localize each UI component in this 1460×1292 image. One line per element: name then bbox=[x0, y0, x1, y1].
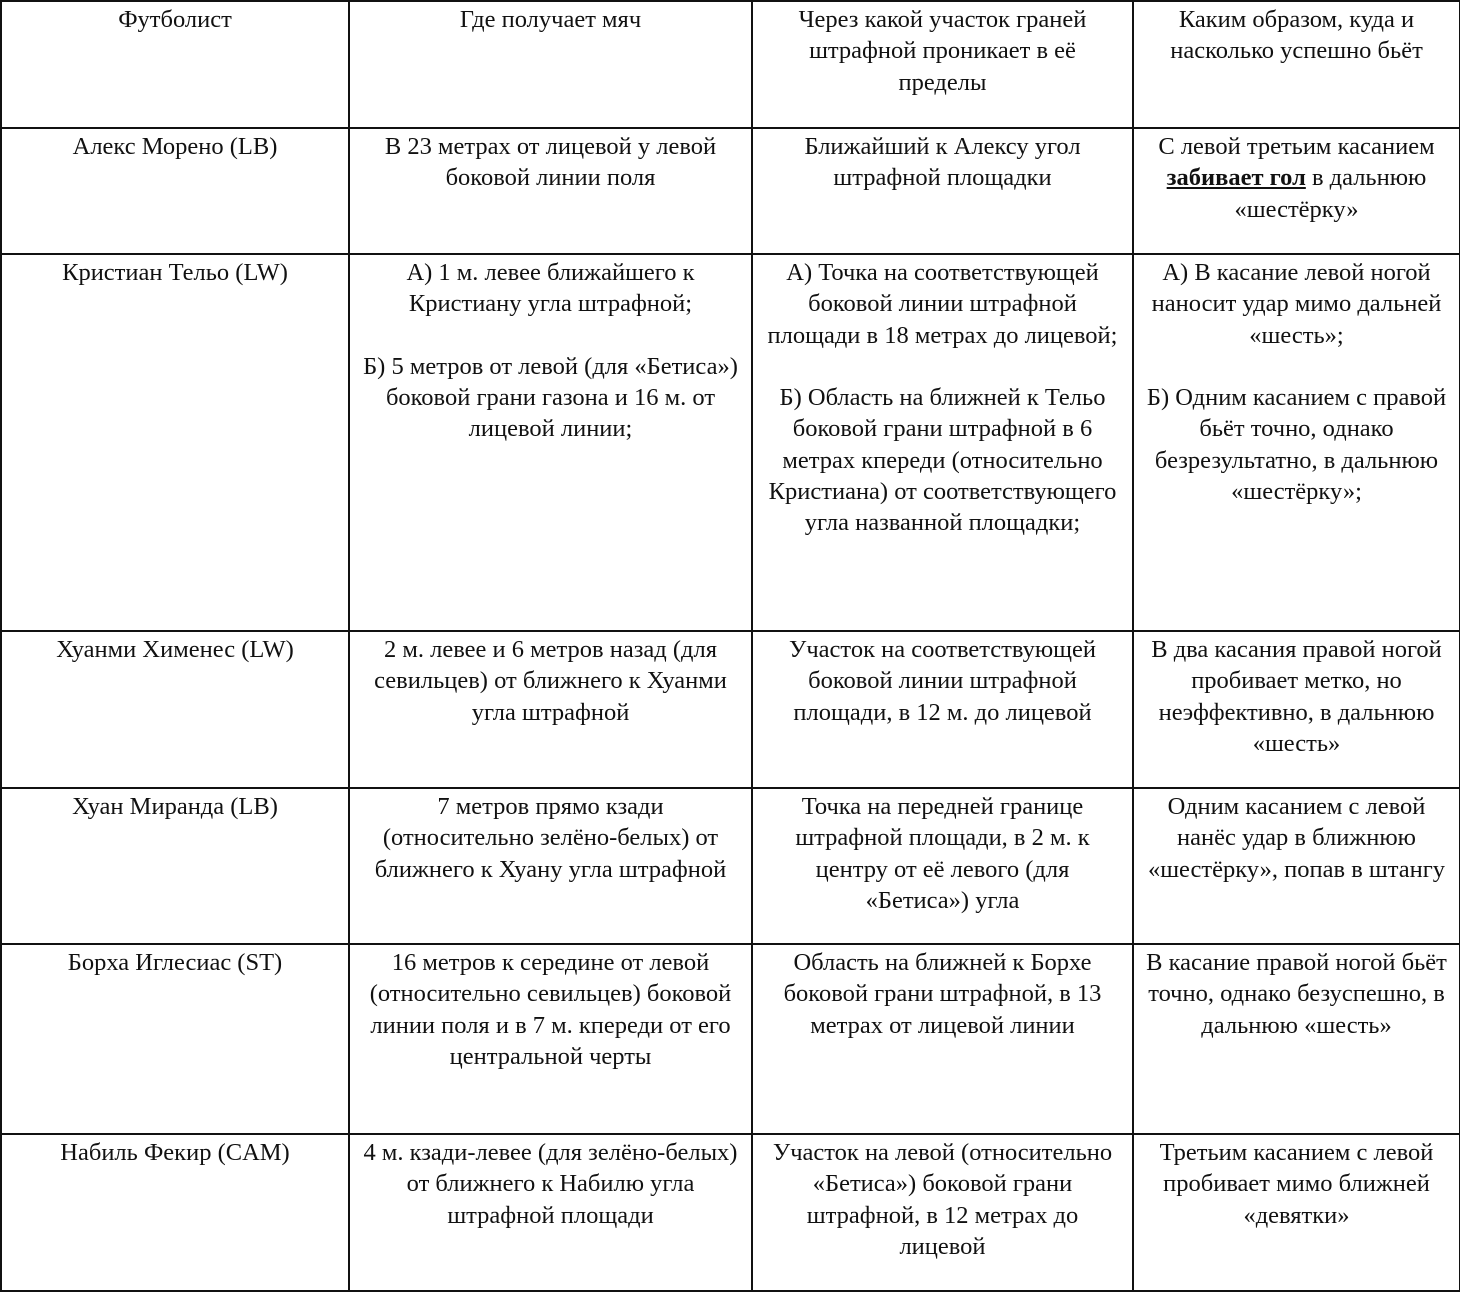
receives-text-a: А) 1 м. левее ближайшего к Кристиану угла штрафной; bbox=[406, 259, 695, 318]
header-receives: Где получает мяч bbox=[349, 1, 752, 128]
player-cell: Хуанми Хименес (LW) bbox=[1, 631, 349, 788]
shot-text: В касание правой ногой бьёт точно, однако безуспешно, в дальнюю «шесть» bbox=[1146, 949, 1447, 1039]
table-row bbox=[1, 944, 1460, 1134]
table-row bbox=[1, 128, 1460, 254]
receives-cell bbox=[349, 254, 752, 631]
player-cell: Алекс Морено (LB) bbox=[1, 128, 349, 254]
entry-cell bbox=[752, 1134, 1133, 1291]
entry-text-a: А) Точка на соответствующей боковой линии штрафной площади в 18 метрах до лицевой; bbox=[767, 259, 1118, 349]
shot-cell bbox=[1133, 631, 1460, 788]
shot-text: В два касания правой ногой пробивает метко, но неэффективно, в дальнюю «шесть» bbox=[1151, 636, 1442, 757]
shot-cell bbox=[1133, 788, 1460, 944]
receives-text: В 23 метрах от лицевой у левой боковой линии поля bbox=[384, 133, 717, 192]
entry-cell bbox=[752, 788, 1133, 944]
header-entry: Через какой участок граней штрафной проникает в её пределы bbox=[752, 1, 1133, 128]
table-row bbox=[1, 788, 1460, 944]
receives-cell bbox=[349, 128, 752, 254]
entry-text: Участок на соответствующей боковой линии штрафной площади, в 12 м. до лицевой bbox=[789, 636, 1096, 726]
receives-text: 2 м. левее и 6 метров назад (для севильцев) от ближнего к Хуанми угла штрафной bbox=[374, 636, 727, 726]
player-cell: Кристиан Тельо (LW) bbox=[1, 254, 349, 631]
entry-cell bbox=[752, 631, 1133, 788]
entry-text: Область на ближней к Борхе боковой грани штрафной, в 13 метрах от лицевой линии bbox=[783, 949, 1102, 1039]
player-cell: Хуан Миранда (LB) bbox=[1, 788, 349, 944]
entry-cell bbox=[752, 128, 1133, 254]
receives-cell bbox=[349, 788, 752, 944]
header-row bbox=[1, 1, 1460, 128]
shot-text: Одним касанием с левой нанёс удар в ближнюю «шестёрку», попав в штангу bbox=[1147, 793, 1446, 883]
shot-cell bbox=[1133, 128, 1460, 254]
receives-text: 4 м. кзади-левее (для зелёно-белых) от ближнего к Набилю угла штрафной площади bbox=[363, 1139, 738, 1229]
entry-cell bbox=[752, 254, 1133, 631]
goal-highlight: забивает гол bbox=[1166, 164, 1306, 192]
shot-cell bbox=[1133, 1134, 1460, 1291]
shot-cell bbox=[1133, 254, 1460, 631]
receives-cell bbox=[349, 944, 752, 1134]
table-row bbox=[1, 254, 1460, 631]
receives-text: 16 метров к середине от левой (относительно севильцев) боковой линии поля и в 7 м. кпереди от его центральной черты bbox=[369, 949, 732, 1070]
shot-text: Третьим касанием с левой пробивает мимо ближней «девятки» bbox=[1159, 1139, 1434, 1229]
receives-cell bbox=[349, 631, 752, 788]
entry-text: Точка на передней границе штрафной площади, в 2 м. к центру от её левого (для «Бетиса») угла bbox=[795, 793, 1090, 914]
player-cell: Борха Иглесиас (ST) bbox=[1, 944, 349, 1134]
shot-text-before: С левой третьим касанием bbox=[1158, 133, 1435, 160]
header-shot: Каким образом, куда и насколько успешно бьёт bbox=[1133, 1, 1460, 128]
entry-cell bbox=[752, 944, 1133, 1134]
table-row bbox=[1, 631, 1460, 788]
header-player: Футболист bbox=[1, 1, 349, 128]
receives-text-b: Б) 5 метров от левой (для «Бетиса») боковой грани газона и 16 м. от лицевой линии; bbox=[363, 352, 738, 443]
shot-cell bbox=[1133, 944, 1460, 1134]
receives-cell bbox=[349, 1134, 752, 1291]
shot-text-a: А) В касание левой ногой наносит удар мимо дальней «шесть»; bbox=[1151, 259, 1442, 349]
entry-text: Участок на левой (относительно «Бетиса») боковой грани штрафной, в 12 метрах до лицевой bbox=[772, 1139, 1113, 1260]
shot-text-b: Б) Одним касанием с правой бьёт точно, однако безрезультатно, в дальнюю «шестёрку»; bbox=[1146, 384, 1447, 506]
entry-text: Ближайший к Алексу угол штрафной площадки bbox=[804, 133, 1081, 192]
receives-text: 7 метров прямо кзади (относительно зелёно-белых) от ближнего к Хуану угла штрафной bbox=[374, 793, 727, 883]
shot-text-after: в дальнюю «шестёрку» bbox=[1234, 164, 1427, 223]
table-row bbox=[1, 1134, 1460, 1291]
entry-text-b: Б) Область на ближней к Тельо боковой грани штрафной в 6 метрах кпереди (относительно Кристиана) от соответствующего угла названной площадки; bbox=[768, 384, 1117, 537]
player-cell: Набиль Фекир (CAM) bbox=[1, 1134, 349, 1291]
